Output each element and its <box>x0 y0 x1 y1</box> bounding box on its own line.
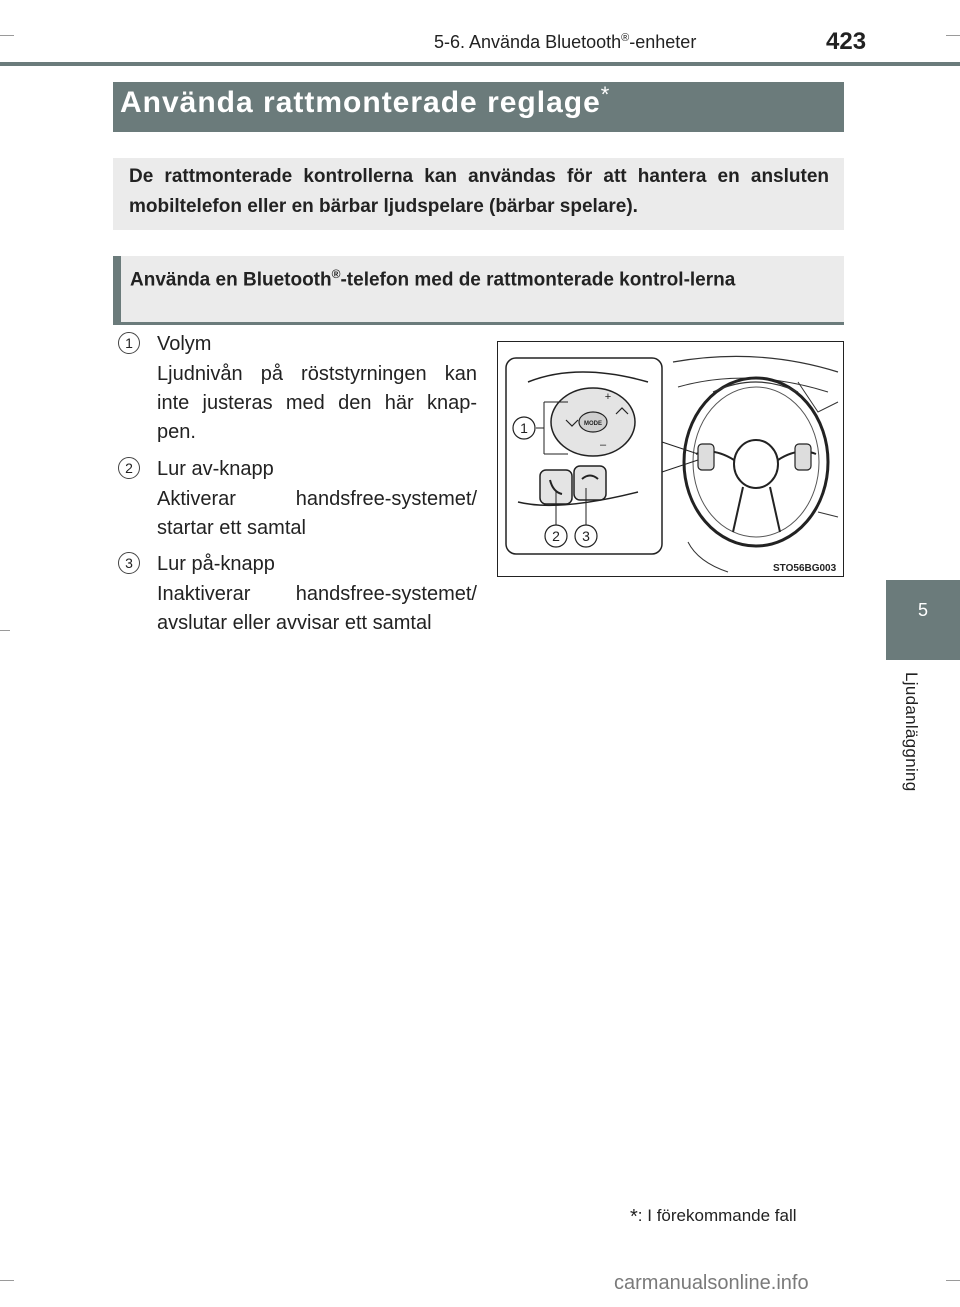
intro-text: De rattmonterade kontrollerna kan användas för att hantera en ansluten mobiltelefon eller en bärbar ljudspelare (bärbar spelare). <box>129 166 829 217</box>
subsection-rule <box>113 322 844 325</box>
subsection-bar <box>113 256 121 324</box>
crop-mark <box>0 1280 14 1281</box>
item-title: Volym <box>157 333 212 355</box>
crop-mark <box>946 1280 960 1281</box>
header-rule <box>0 62 960 66</box>
chapter-label: Ljudanläggning <box>902 672 921 792</box>
mode-label: MODE <box>584 421 602 427</box>
volume-minus-label: – <box>599 439 607 451</box>
crop-mark <box>0 630 10 631</box>
page-title: Använda rattmonterade reglage* <box>120 82 611 119</box>
footnote: *: I förekommande fall <box>630 1206 797 1228</box>
callout-2: 2 <box>552 528 560 544</box>
item-title: Lur på-knapp <box>157 553 275 575</box>
item-number-badge: 1 <box>118 332 140 354</box>
running-header: 5-6. Använda Bluetooth®-enheter <box>434 32 697 52</box>
steering-wheel-illustration <box>498 342 843 576</box>
volume-plus-label: + <box>604 391 612 403</box>
title-asterisk: * <box>600 82 611 107</box>
item-description: Inaktiverar handsfree-systemet/ avslutar eller avvisar ett samtal <box>157 583 477 634</box>
crop-mark <box>946 35 960 36</box>
footnote-asterisk: * <box>630 1206 638 1228</box>
page-number: 423 <box>826 28 867 55</box>
item-number-badge: 3 <box>118 552 140 574</box>
item-number-badge: 2 <box>118 457 140 479</box>
callout-1: 1 <box>520 420 528 436</box>
item-description: Aktiverar handsfree-systemet/ startar ett samtal <box>157 488 477 539</box>
chapter-number: 5 <box>917 600 928 620</box>
subsection-title: Använda en Bluetooth®-telefon med de rattmonterade kontrol-lerna <box>130 267 736 291</box>
figure-code: STO56BG003 <box>773 563 837 574</box>
crop-mark <box>0 35 14 36</box>
callout-3: 3 <box>582 528 590 544</box>
watermark: carmanualsonline.info <box>614 1272 809 1294</box>
item-description: Ljudnivån på röststyrningen kan inte justeras med den här knap-pen. <box>157 363 477 443</box>
steering-wheel-figure <box>497 341 844 577</box>
item-title: Lur av-knapp <box>157 458 274 480</box>
